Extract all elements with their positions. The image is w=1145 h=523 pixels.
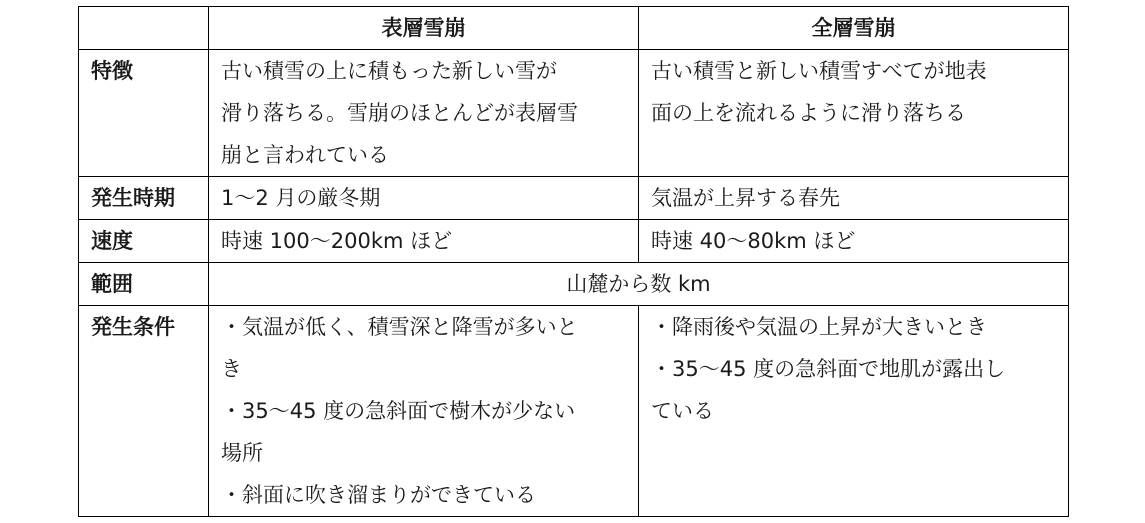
cell-text-line: 古い積雪と新しい積雪すべてが地表 xyxy=(651,59,987,83)
cell-text-line: ・降雨後や気温の上昇が大きいとき xyxy=(651,315,987,339)
cell-text-line: 古い積雪の上に積もった新しい雪が xyxy=(221,59,557,83)
row-label-speed: 速度 xyxy=(79,220,209,263)
cell-conditions-surface xyxy=(209,306,639,517)
cell-features-full xyxy=(639,50,1069,177)
header-empty-cell xyxy=(79,7,209,50)
cell-conditions-full xyxy=(639,306,1069,517)
cell-text-line: ・気温が低く、積雪深と降雪が多いと xyxy=(221,315,578,339)
table-row-season xyxy=(79,177,1069,220)
cell-text-line: ・斜面に吹き溜まりができている xyxy=(221,483,536,507)
table-row-speed xyxy=(79,220,1069,263)
header-full-depth-avalanche: 全層雪崩 xyxy=(639,7,1069,50)
row-label-season: 発生時期 xyxy=(79,177,209,220)
header-surface-avalanche: 表層雪崩 xyxy=(209,7,639,50)
cell-text-line: ・35～45 度の急斜面で樹木が少ない xyxy=(221,399,576,423)
cell-text-line: ている xyxy=(651,399,714,423)
cell-speed-full xyxy=(639,220,1069,263)
cell-season-full xyxy=(639,177,1069,220)
cell-text-line: 1～2 月の厳冬期 xyxy=(221,186,381,210)
table-row-features xyxy=(79,50,1069,177)
cell-text-line: 滑り落ちる。雪崩のほとんどが表層雪 xyxy=(221,101,578,125)
cell-features-surface xyxy=(209,50,639,177)
cell-text-line: 時速 100～200km ほど xyxy=(221,229,453,253)
cell-text-line: 時速 40～80km ほど xyxy=(651,229,856,253)
cell-text-line: 場所 xyxy=(221,441,263,465)
row-label-range: 範囲 xyxy=(79,263,209,306)
row-label-conditions: 発生条件 xyxy=(79,306,209,517)
row-label-features: 特徴 xyxy=(79,50,209,177)
cell-season-surface xyxy=(209,177,639,220)
cell-text-line: ・35～45 度の急斜面で地肌が露出し xyxy=(651,357,1006,381)
cell-text-line: 崩と言われている xyxy=(221,143,389,167)
cell-text-line: き xyxy=(221,357,242,381)
table-row-conditions xyxy=(79,306,1069,517)
cell-speed-surface xyxy=(209,220,639,263)
table-row-range xyxy=(79,263,1069,306)
cell-range-merged: 山麓から数 km xyxy=(209,263,1069,306)
cell-text-line: 面の上を流れるように滑り落ちる xyxy=(651,101,966,125)
table-header-row xyxy=(79,7,1069,50)
cell-text-line: 気温が上昇する春先 xyxy=(651,186,840,210)
avalanche-comparison-table xyxy=(78,6,1069,517)
